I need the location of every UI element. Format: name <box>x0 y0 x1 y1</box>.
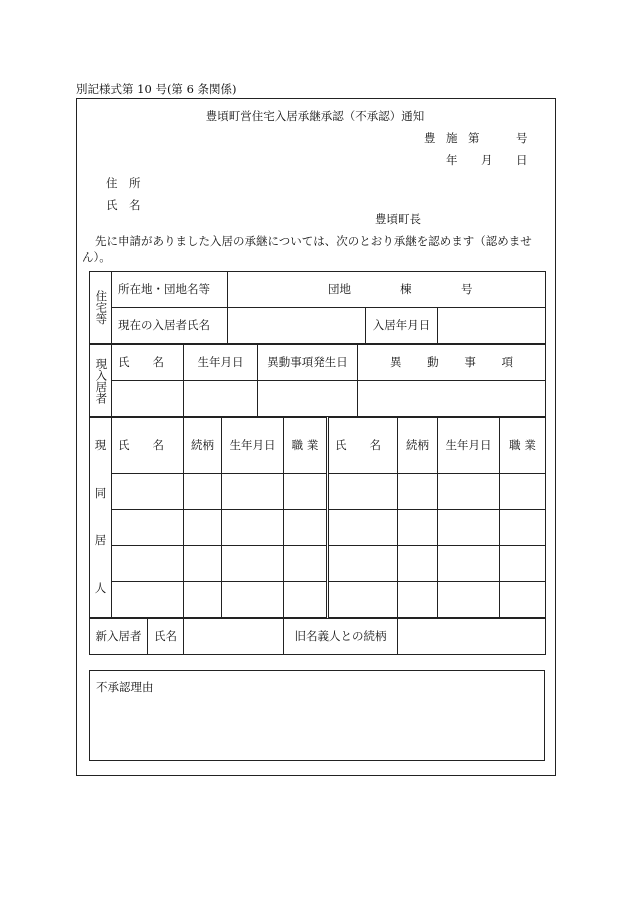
doc-number-char: 第 <box>468 131 480 145</box>
recipient-name-label: 氏 名 <box>106 198 141 212</box>
move-in-date-label: 入居年月日 <box>366 308 438 344</box>
cohabitant-row <box>90 474 546 510</box>
cohabitant-occupation-header: 職 業 <box>284 418 328 474</box>
cohabitant-cell[interactable] <box>328 474 398 510</box>
cohabitant-cell[interactable] <box>284 510 328 546</box>
cohabitant-cell[interactable] <box>222 582 284 618</box>
cohabitant-birth-header: 生年月日 <box>222 418 284 474</box>
resident-name-header: 氏 名 <box>112 345 184 381</box>
cohabitant-cell[interactable] <box>112 546 184 582</box>
danchi-label: 団地 <box>328 281 351 296</box>
doc-number-char: 号 <box>516 131 528 145</box>
tou-label: 棟 <box>400 281 412 296</box>
resident-name-cell[interactable] <box>112 381 184 417</box>
cohabitant-cell[interactable] <box>184 474 222 510</box>
cohabitant-cell[interactable] <box>184 546 222 582</box>
new-resident-table <box>89 618 546 655</box>
new-resident-name-value[interactable] <box>184 619 284 655</box>
cohabitant-cell[interactable] <box>112 510 184 546</box>
form-number: 別記様式第 10 号(第 6 条関係) <box>76 82 237 96</box>
current-resident-table <box>89 344 546 417</box>
cohabitant-relation-header: 続柄 <box>184 418 222 474</box>
resident-birth-cell[interactable] <box>184 381 258 417</box>
cohabitant-cell[interactable] <box>112 582 184 618</box>
recipient-address-label: 住 所 <box>106 176 141 190</box>
cohabitant-row <box>90 510 546 546</box>
doc-number-char: 施 <box>446 131 458 145</box>
location-value[interactable] <box>228 272 546 308</box>
issuer: 豊頃町長 <box>375 212 421 226</box>
cohabitant-cell[interactable] <box>398 582 438 618</box>
cohabitant-birth-header: 生年月日 <box>438 418 500 474</box>
cohabitant-cell[interactable] <box>328 510 398 546</box>
gou-label: 号 <box>461 281 473 296</box>
cohabitant-cell[interactable] <box>398 546 438 582</box>
cohabitant-name-header: 氏 名 <box>112 418 184 474</box>
date-day-label: 日 <box>516 153 528 167</box>
cohabitant-cell[interactable] <box>438 582 500 618</box>
housing-section-label: 住宅等 <box>90 272 112 344</box>
resident-birth-header: 生年月日 <box>184 345 258 381</box>
cohabitant-row <box>90 546 546 582</box>
cohabitant-cell[interactable] <box>222 474 284 510</box>
cohabitant-cell[interactable] <box>438 546 500 582</box>
change-date-header: 異動事項発生日 <box>258 345 358 381</box>
date-year-label: 年 <box>446 153 458 167</box>
cohabitant-cell[interactable] <box>500 474 546 510</box>
cohabitant-cell[interactable] <box>284 582 328 618</box>
cohabitant-name-header: 氏 名 <box>328 418 398 474</box>
cohabitant-cell[interactable] <box>328 546 398 582</box>
cohabitant-relation-header: 続柄 <box>398 418 438 474</box>
relation-to-former-value[interactable] <box>398 619 546 655</box>
rejection-reason-label: 不承認理由 <box>96 680 154 694</box>
date-month-label: 月 <box>481 153 493 167</box>
current-resident-section-label: 現入居者 <box>90 345 112 417</box>
cohabitant-row <box>90 582 546 618</box>
body-text-line1: 先に申請がありました入居の承継については、次のとおり承継を認めます（認めませ <box>95 234 532 248</box>
cohabitant-cell[interactable] <box>184 582 222 618</box>
cohabitant-cell[interactable] <box>284 474 328 510</box>
cohabitant-cell[interactable] <box>438 474 500 510</box>
location-label: 所在地・団地名等 <box>112 272 228 308</box>
body-text-line2: ん）。 <box>82 250 111 264</box>
cohabitant-occupation-header: 職 業 <box>500 418 546 474</box>
housing-table <box>89 271 546 344</box>
cohabitant-cell[interactable] <box>500 582 546 618</box>
change-item-cell[interactable] <box>358 381 546 417</box>
change-date-cell[interactable] <box>258 381 358 417</box>
move-in-date-value[interactable] <box>438 308 546 344</box>
cohabitant-cell[interactable] <box>222 546 284 582</box>
cohabitant-cell[interactable] <box>184 510 222 546</box>
cohabitants-table <box>89 417 546 618</box>
doc-number-char: 豊 <box>424 131 436 145</box>
new-resident-name-label: 氏名 <box>148 619 184 655</box>
change-item-header: 異 動 事 項 <box>358 345 546 381</box>
cohabitant-cell[interactable] <box>398 510 438 546</box>
cohabitant-cell[interactable] <box>328 582 398 618</box>
cohabitant-cell[interactable] <box>112 474 184 510</box>
new-resident-label: 新入居者 <box>90 619 148 655</box>
cohabitant-cell[interactable] <box>222 510 284 546</box>
rejection-reason-box[interactable] <box>89 670 545 761</box>
current-resident-name-value[interactable] <box>228 308 366 344</box>
cohabitants-section-label: 現 同 居 人 <box>90 418 112 618</box>
form-title: 豊頃町営住宅入居承継承認（不承認）通知 <box>205 109 425 123</box>
cohabitant-cell[interactable] <box>500 546 546 582</box>
cohabitant-cell[interactable] <box>398 474 438 510</box>
cohabitant-cell[interactable] <box>438 510 500 546</box>
current-resident-name-label: 現在の入居者氏名 <box>112 308 228 344</box>
relation-to-former-label: 旧名義人との続柄 <box>284 619 398 655</box>
cohabitant-cell[interactable] <box>284 546 328 582</box>
cohabitant-cell[interactable] <box>500 510 546 546</box>
